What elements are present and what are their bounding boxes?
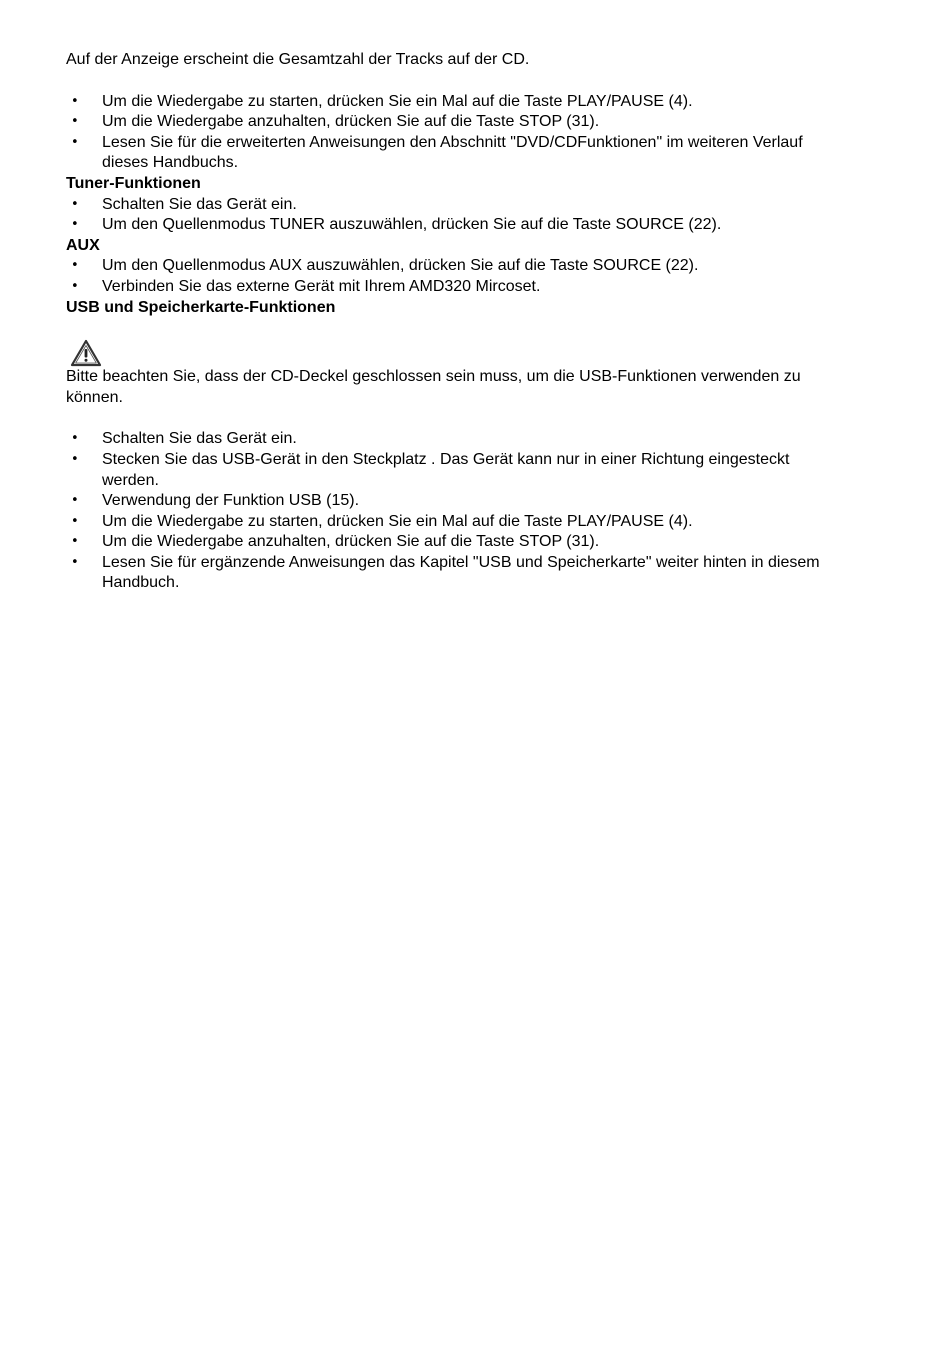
list-item: • Um die Wiedergabe anzuhalten, drücken Sie auf die Taste STOP (31).	[66, 532, 846, 553]
intro-paragraph: Auf der Anzeige erscheint die Gesamtzahl der Tracks auf der CD.	[66, 51, 530, 68]
list-item: • Um den Quellenmodus AUX auszuwählen, drücken Sie auf die Taste SOURCE (22).	[66, 256, 846, 277]
list-item: • Schalten Sie das Gerät ein.	[66, 429, 846, 450]
list-item: • Schalten Sie das Gerät ein.	[66, 195, 846, 216]
list-item: • Um die Wiedergabe zu starten, drücken Sie ein Mal auf die Taste PLAY/PAUSE (4).	[66, 92, 846, 113]
list-item: • Um die Wiedergabe zu starten, drücken Sie ein Mal auf die Taste PLAY/PAUSE (4).	[66, 512, 846, 533]
usb-warning-note: Bitte beachten Sie, dass der CD-Deckel geschlossen sein muss, um die USB-Funktionen verwenden zu können.	[66, 368, 801, 406]
usb-section-heading: USB und Speicherkarte-Funktionen	[66, 298, 336, 316]
aux-section-heading: AUX	[66, 236, 100, 254]
document-page	[66, 50, 846, 594]
cd-instructions-list	[66, 92, 846, 174]
list-item: • Lesen Sie für die erweiterten Anweisungen den Abschnitt "DVD/CDFunktionen" im weiteren Verlauf dieses Handbuchs.	[66, 133, 846, 174]
tuner-instructions-list	[66, 195, 846, 236]
list-item: • Lesen Sie für ergänzende Anweisungen das Kapitel "USB und Speicherkarte" weiter hinten in diesem Handbuch.	[66, 553, 846, 594]
aux-instructions-list	[66, 256, 846, 297]
list-item: • Verwendung der Funktion USB (15).	[66, 491, 846, 512]
tuner-section-heading: Tuner-Funktionen	[66, 174, 201, 192]
warning-triangle-icon	[70, 339, 102, 367]
usb-instructions-list	[66, 429, 846, 594]
list-item: • Um den Quellenmodus TUNER auszuwählen, drücken Sie auf die Taste SOURCE (22).	[66, 215, 846, 236]
list-item: • Um die Wiedergabe anzuhalten, drücken Sie auf die Taste STOP (31).	[66, 112, 846, 133]
list-item: • Stecken Sie das USB-Gerät in den Steckplatz . Das Gerät kann nur in einer Richtung eingesteckt werden.	[66, 450, 846, 491]
list-item: • Verbinden Sie das externe Gerät mit Ihrem AMD320 Mircoset.	[66, 277, 846, 298]
